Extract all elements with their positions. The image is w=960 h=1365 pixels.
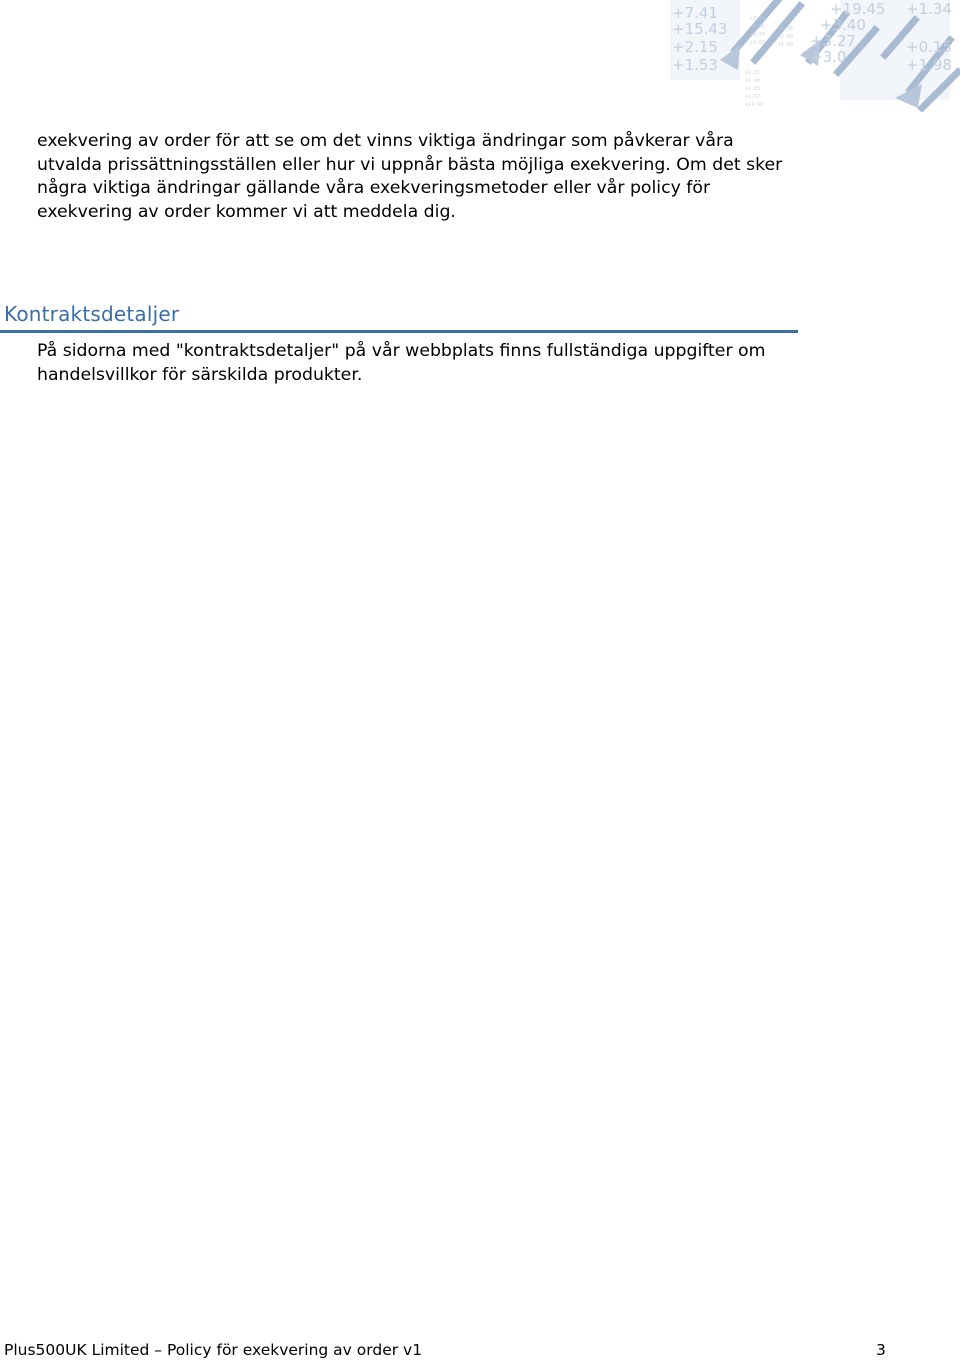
page-footer [0, 1341, 960, 1365]
ticker-number: +2.15 [672, 38, 718, 56]
section-divider [0, 330, 798, 333]
ticker-number: +7.41 [672, 4, 718, 22]
section-heading: Kontraktsdetaljer [4, 302, 180, 326]
svg-text:+1.36: +1.36 [778, 26, 794, 32]
body-paragraph: exekvering av order för att se om det vinns viktiga ändringar som påvkerar våra utvalda prissättningsställen eller hur vi uppnår bästa möjliga exekvering. Om det sker några viktiga ändringar gällande våra exekveringsmetoder eller vår policy för exekvering av order kommer vi att meddela dig. [37, 131, 783, 222]
ticker-arrows-graphic [660, 0, 960, 112]
ticker-number: +1.98 [906, 56, 952, 74]
svg-text:+11.40: +11.40 [745, 102, 764, 108]
ticker-number: +3.27 [810, 32, 856, 50]
ticker-number: +15.43 [672, 20, 728, 38]
svg-text:+1.07: +1.07 [750, 40, 766, 46]
ticker-number: +19.45 [830, 0, 886, 18]
svg-text:+1.22: +1.22 [750, 16, 766, 22]
svg-text:+1.63: +1.63 [745, 86, 761, 92]
svg-text:+1.23: +1.23 [745, 70, 761, 76]
ticker-number: +1.34 [906, 0, 952, 18]
svg-text:+1.57: +1.57 [745, 94, 761, 100]
ticker-number: +1.53 [672, 56, 718, 74]
ticker-number: +0.15 [906, 38, 952, 56]
section-paragraph: På sidorna med "kontraktsdetaljer" på vår webbplats finns fullständiga uppgifter om handelsvillkor för särskilda produkter. [37, 341, 766, 385]
svg-text:+1.40: +1.40 [745, 78, 761, 84]
svg-text:+0.65: +0.65 [750, 24, 766, 30]
ticker-number: +3.0 [810, 48, 847, 66]
svg-text:+0.47: +0.47 [750, 32, 766, 38]
svg-text:+1.03: +1.03 [778, 42, 794, 48]
footer-title: Plus500UK Limited – Policy för exekvering av order v1 [4, 1341, 423, 1359]
svg-text:+2.03: +2.03 [778, 34, 794, 40]
page-number: 3 [876, 1341, 886, 1359]
ticker-number: +3.40 [820, 16, 866, 34]
